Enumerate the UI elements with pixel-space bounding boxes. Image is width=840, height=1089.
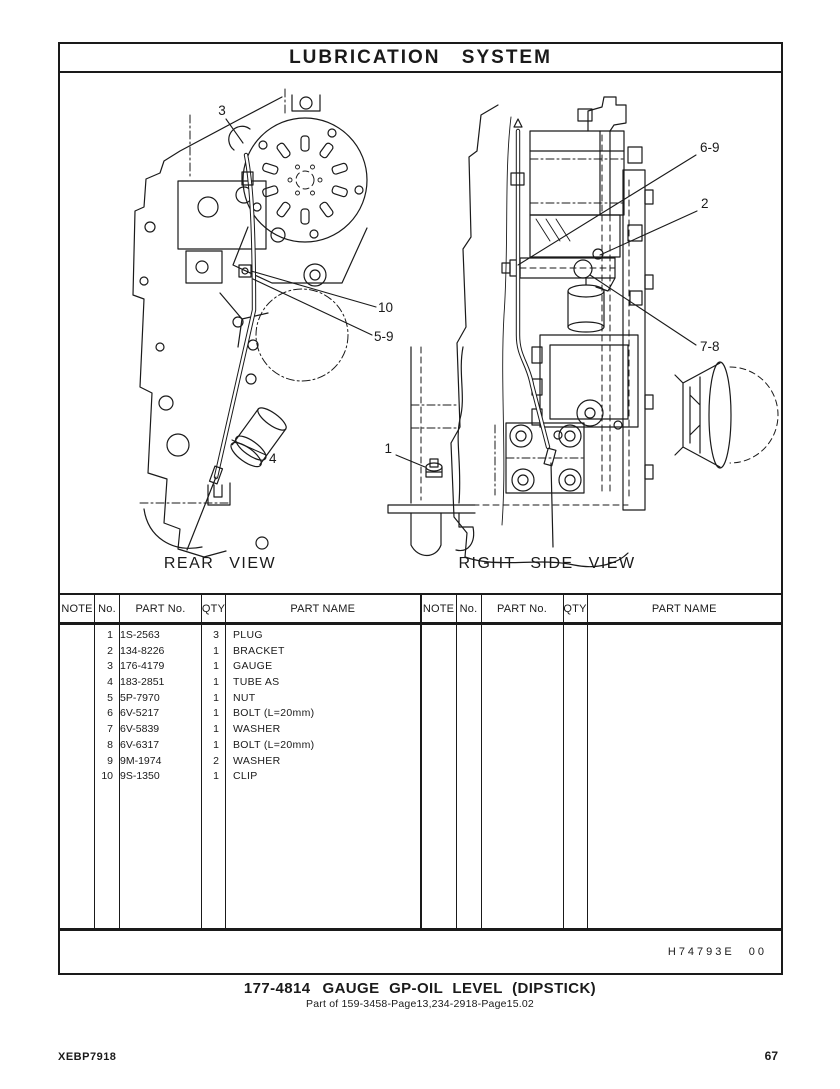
cell-part-name: WASHER bbox=[233, 754, 281, 767]
cell-qty: 1 bbox=[213, 723, 219, 736]
cell-qty: 1 bbox=[213, 660, 219, 673]
cell-part-no: 134-8226 bbox=[120, 644, 165, 657]
column-part-no bbox=[120, 625, 202, 928]
page-number: 67 bbox=[764, 1049, 778, 1063]
mounting-plate bbox=[495, 423, 584, 495]
drawing-code-band bbox=[60, 928, 781, 973]
cell-part-name: BOLT (L=20mm) bbox=[233, 707, 315, 720]
header-qty: QTY bbox=[202, 595, 226, 622]
callout-label: 4 bbox=[269, 451, 277, 466]
header-no: No. bbox=[457, 595, 482, 622]
header-note: NOTE bbox=[422, 595, 457, 622]
cell-qty: 1 bbox=[213, 707, 219, 720]
caption bbox=[0, 980, 840, 1010]
parts-table bbox=[60, 593, 781, 928]
parts-table-right-half bbox=[420, 595, 782, 928]
column-qty bbox=[202, 625, 226, 928]
drawing-code: H74793E bbox=[667, 946, 735, 958]
caption-part-name: GAUGE GP-OIL LEVEL (DIPSTICK) bbox=[322, 980, 597, 997]
cell-no: 1 bbox=[107, 629, 113, 641]
cell-note bbox=[60, 691, 94, 707]
title-bar bbox=[60, 44, 781, 73]
parts-table-body-left bbox=[60, 625, 420, 928]
cell-qty: 2 bbox=[213, 754, 219, 767]
column-qty bbox=[564, 625, 588, 928]
caption-part-number: 177-4814 bbox=[243, 980, 311, 997]
column-part-name bbox=[226, 625, 420, 928]
cell-part-no: 176-4179 bbox=[120, 660, 165, 673]
form-number: XEBP7918 bbox=[58, 1051, 117, 1063]
cell-qty: 1 bbox=[213, 691, 219, 704]
callouts-right-side-view bbox=[384, 140, 719, 467]
cell-part-no: 5P-7970 bbox=[120, 691, 160, 704]
parts-table-header bbox=[422, 595, 782, 625]
column-no bbox=[457, 625, 482, 928]
cell-note bbox=[60, 659, 94, 675]
cell-note bbox=[60, 738, 94, 754]
cell-no: 5 bbox=[107, 691, 113, 704]
cell-part-name: NUT bbox=[233, 691, 256, 704]
cell-part-name: PLUG bbox=[233, 629, 263, 641]
cell-no: 2 bbox=[107, 644, 113, 657]
cell-note bbox=[60, 644, 94, 660]
parts-table-body-right bbox=[422, 625, 782, 928]
cell-note bbox=[60, 706, 94, 722]
cell-no: 3 bbox=[107, 660, 113, 673]
cell-part-no: 9M-1974 bbox=[120, 754, 162, 767]
cell-part-no: 6V-6317 bbox=[120, 738, 160, 751]
header-part-name: PART NAME bbox=[651, 602, 717, 615]
header-note: NOTE bbox=[60, 595, 95, 622]
header-no: No. bbox=[95, 595, 120, 622]
cell-note bbox=[60, 722, 94, 738]
right-side-view-label: RIGHT SIDE VIEW bbox=[458, 555, 636, 572]
fuel-pump bbox=[532, 278, 638, 439]
front-mount-plate bbox=[388, 347, 475, 556]
callout-label: 3 bbox=[218, 103, 226, 118]
rear-view-drawing bbox=[120, 85, 420, 563]
header-qty: QTY bbox=[564, 595, 588, 622]
cell-no: 8 bbox=[107, 738, 113, 751]
column-note bbox=[60, 625, 95, 928]
caption-title bbox=[0, 980, 840, 997]
engine-block-outline bbox=[133, 89, 285, 557]
right-side-view-drawing bbox=[378, 95, 745, 563]
callout-label: 2 bbox=[701, 196, 709, 211]
cell-part-no: 6V-5839 bbox=[120, 723, 160, 736]
cell-qty: 1 bbox=[213, 644, 219, 657]
cell-part-name: BOLT (L=20mm) bbox=[233, 738, 315, 751]
callout-label: 10 bbox=[378, 300, 394, 315]
cell-part-no: 9S-1350 bbox=[120, 770, 160, 783]
cell-no: 9 bbox=[107, 754, 113, 767]
cell-part-name: CLIP bbox=[233, 770, 258, 783]
cell-note bbox=[60, 628, 94, 644]
column-part-no bbox=[482, 625, 564, 928]
cell-qty: 1 bbox=[213, 676, 219, 689]
cell-note bbox=[60, 754, 94, 770]
cell-part-name: GAUGE bbox=[233, 660, 273, 673]
cell-note bbox=[60, 769, 94, 785]
flywheel-housing bbox=[602, 135, 653, 510]
parts-table-header bbox=[60, 595, 420, 625]
caption-subtitle: Part of 159-3458-Page13,234-2918-Page15.02 bbox=[306, 998, 534, 1010]
column-part-name bbox=[588, 625, 782, 928]
callout-label: 6-9 bbox=[700, 140, 720, 155]
cell-part-name: TUBE AS bbox=[233, 676, 280, 689]
alternator-side bbox=[530, 97, 642, 305]
header-part-name: PART NAME bbox=[290, 602, 356, 615]
rear-view-label: REAR VIEW bbox=[163, 555, 277, 572]
callout-label: 5-9 bbox=[374, 329, 394, 344]
cell-note bbox=[60, 675, 94, 691]
header-part-no: PART No. bbox=[482, 595, 564, 622]
cell-no: 10 bbox=[101, 770, 113, 783]
cell-qty: 1 bbox=[213, 770, 219, 783]
column-no bbox=[95, 625, 120, 928]
cell-qty: 1 bbox=[213, 738, 219, 751]
cell-no: 4 bbox=[107, 676, 113, 689]
cell-part-no: 6V-5217 bbox=[120, 707, 160, 720]
cell-qty: 3 bbox=[213, 629, 219, 641]
cell-part-name: WASHER bbox=[233, 723, 281, 736]
callout-label: 7-8 bbox=[700, 339, 720, 354]
page-title: LUBRICATION SYSTEM bbox=[289, 46, 552, 68]
cell-part-name: BRACKET bbox=[233, 644, 285, 657]
callout-label: 1 bbox=[384, 441, 392, 456]
parts-table-left-half bbox=[60, 595, 420, 928]
column-note bbox=[422, 625, 457, 928]
cell-part-no: 183-2851 bbox=[120, 676, 165, 689]
drawing-revision: 00 bbox=[748, 946, 767, 958]
cell-no: 6 bbox=[107, 707, 113, 720]
cell-part-no: 1S-2563 bbox=[120, 629, 160, 641]
cell-no: 7 bbox=[107, 723, 113, 736]
header-part-no: PART No. bbox=[120, 595, 202, 622]
